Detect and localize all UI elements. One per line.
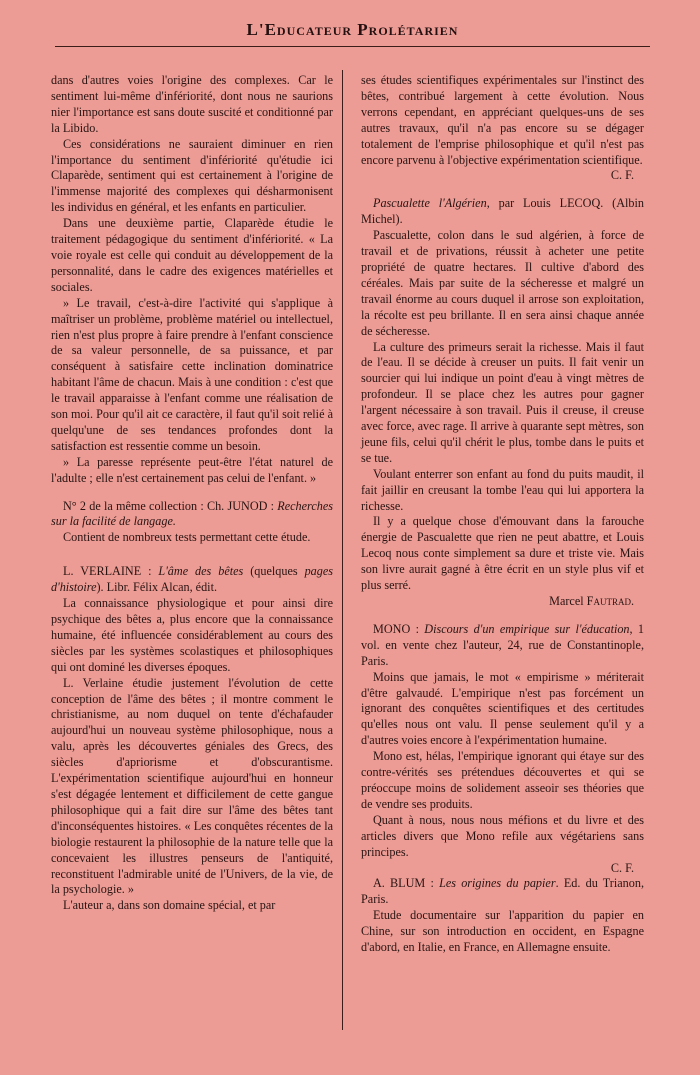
page-header-title: L'Educateur Prolétarien: [246, 20, 459, 39]
review-heading-mono: [361, 622, 644, 670]
heading-text: A. BLUM :: [373, 876, 440, 891]
review-heading-verlaine: [51, 564, 333, 596]
heading-text: , par Louis LECOQ. (Albin Michel).: [361, 196, 644, 227]
book-title: Recherches sur la facilité de langage.: [51, 498, 333, 529]
signature: C. F.: [610, 860, 634, 875]
heading-text: , 1 vol. en vente chez l'auteur, 24, rue de Constantinople, Paris.: [361, 621, 644, 668]
review-heading-lecoq: [361, 196, 644, 228]
paragraph: Pascualette, colon dans le sud algérien, à force de travail et de privations, réussit à acheter une petite propriété de quatre hectares. Il cultive d'abord des céréales. Mais par suite de la sécheresse et malgré un travail énorme au cours duquel il arrose son exploitation, la récolte est peu brillante. Il en sera ainsi chaque année de sécheresse.: [361, 228, 644, 338]
heading-text: L. VERLAINE :: [63, 564, 159, 579]
paragraph: dans d'autres voies l'origine des complexes. Car le sentiment lui-même d'infériorité, dont nous ne saurions nier l'importance est sans doute suscité et conditionné par la Libido.: [51, 73, 333, 135]
column-divider: [342, 70, 343, 1030]
paragraph: » La paresse représente peut-être l'état naturel de l'adulte ; elle n'est certainement pas celui de l'enfant. »: [51, 454, 333, 485]
review-heading-blum: [361, 876, 644, 908]
heading-text: . Ed. du Trianon, Paris.: [361, 876, 644, 907]
signature: C. F.: [610, 168, 634, 183]
paragraph: Ces considérations ne sauraient diminuer en rien l'importance du sentiment d'infériorité qu'étudie ici Claparède, sentiment qui est certainement à l'origine de l'immense majorité des complexes qui désharmonisent les individus en général, et les enfants en particulier.: [51, 136, 333, 215]
paragraph: L. Verlaine étudie justement l'évolution de cette conception de l'âme des bêtes ; il montre comment le christianisme, au nom duquel on tente d'échafauder aujourd'hui un nouveau système philosophique, nous a valu, après les découvertes géniales des Grecs, des siècles d'apriorisme et d'obscurantisme. L'expérimentation scientifique aujourd'hui en honneur s'est dégagée lentement et difficilement de cette gangue philosophique qui a fait dire sur l'âme des bêtes tant d'inconséquentes histoires. « Les conquêtes récentes de la biologie restaurent la philosophie de la nature telle que la concevaient les illustres penseurs de l'antiquité, reconstituent l'admirable unité de l'Univers, de la vie, de la psychologie. »: [51, 675, 333, 897]
paragraph: Moins que jamais, le mot « empirisme » mériterait d'être galvaudé. L'empirique n'est pas forcément un ignorant des conquêtes scientifiques et des certitudes qu'elles nous ont valu. Il pense seulement qu'il y a d'autres voies encore à l'expérimentation humaine.: [361, 669, 644, 748]
paragraph: Contient de nombreux tests permettant cette étude.: [63, 530, 311, 545]
signature-last: Fautrad.: [586, 594, 634, 608]
book-title: Les origines du papier: [439, 876, 556, 891]
paragraph: Voulant enterrer son enfant au fond du puits maudit, il fait jaillir en creusant la tombe l'eau qui lui apportera la richesse.: [361, 466, 644, 513]
paragraph: La culture des primeurs serait la richesse. Mais il faut de l'eau. Il se décide à creuser un puits. Il fait venir un sourcier qui lui indique un point d'eau à vingt mètres de profondeur. Il se place chez les autres pour gagner l'argent nécessaire à son travail. Puis il creuse, il creuse avec force, avec rage. Il arrive à quarante sept mètres, son jeune fils, celui qu'il chérit le plus, tombe dans le puits et se tue.: [361, 339, 644, 465]
signature: [361, 594, 644, 610]
book-title: L'âme des bêtes: [158, 564, 244, 579]
book-subtitle: pages d'histoire: [51, 564, 333, 595]
left-column: [51, 73, 333, 914]
paragraph: ses études scientifiques expérimentales sur l'instinct des bêtes, contribué largement à cette évolution. Nous verrons cependant, en appréciant quelques-uns de ses autres travaux, qu'il n'a pas encore su se dégager totalement de l'emprise philosophique et qu'il n'est pas encore parvenu à l'objective expérimentation scientifique.: [361, 73, 644, 167]
paragraph: Il y a quelque chose d'émouvant dans la farouche énergie de Pascualette que rien ne peut abattre, et Louis Lecoq nous conte simplement sa dure et triste vie. Mais son livre aurait gagné à être écrit en un style plus vif et plus serré.: [361, 514, 644, 593]
heading-text: ). Libr. Félix Alcan, édit.: [96, 580, 217, 595]
signature-first: Marcel: [549, 594, 587, 608]
heading-text: MONO :: [373, 621, 425, 636]
book-title: Discours d'un empirique sur l'éducation: [424, 621, 630, 636]
book-title: Pascualette l'Algérien: [373, 196, 487, 211]
paragraph: Mono est, hélas, l'empirique ignorant qui étaye sur des contre-vérités ses prétendues découvertes et qui se préoccupe moins de solidement asseoir ses théories que de vendre ses produits.: [361, 749, 644, 811]
paragraph: L'auteur a, dans son domaine spécial, et par: [63, 898, 276, 913]
paragraph: Dans une deuxième partie, Claparède étudie le traitement pédagogique du sentiment d'infériorité. « La voie royale est celle qui conduit au développement de la personnalité, dans le cadre des exigences matérielles et sociales.: [51, 216, 333, 294]
header-rule: [55, 46, 650, 47]
right-column: [361, 73, 644, 956]
heading-text: N° 2 de la même collection : Ch. JUNOD :: [63, 498, 278, 513]
review-heading-junod: [51, 499, 333, 531]
paragraph: La connaissance physiologique et pour ainsi dire psychique des bêtes a, plus encore que la connaissance humaine, été influencée considérablement au cours des siècles par les systèmes scolastiques et philosophiques qui ont dominé les diverses époques.: [51, 596, 333, 674]
paragraph: » Le travail, c'est-à-dire l'activité qui s'applique à maîtriser un problème, problème matériel ou intellectuel, rien n'est plus propre à faire prendre à l'enfant conscience de sa valeur personnelle, de sa puissance, et par conséquent à satisfaire cette inclination dominatrice habitant l'âme de chacun. Mais à une condition : c'est que le travail apparaisse à l'enfant comme une réalisation de son moi. Pour qu'il ait ce caractère, il faut qu'il soit relié à quelqu'une de ses tendances profondes dont la satisfaction est ressentie comme un besoin.: [51, 295, 333, 453]
paragraph: Etude documentaire sur l'apparition du papier en Chine, sur son introduction en occident, en Espagne d'abord, en Italie, en France, en Allemagne ensuite.: [361, 908, 644, 955]
heading-text: (quelques: [243, 564, 305, 579]
paragraph: Quant à nous, nous nous méfions et du livre et des articles divers que Mono refile aux végétariens sans principes.: [361, 812, 644, 859]
